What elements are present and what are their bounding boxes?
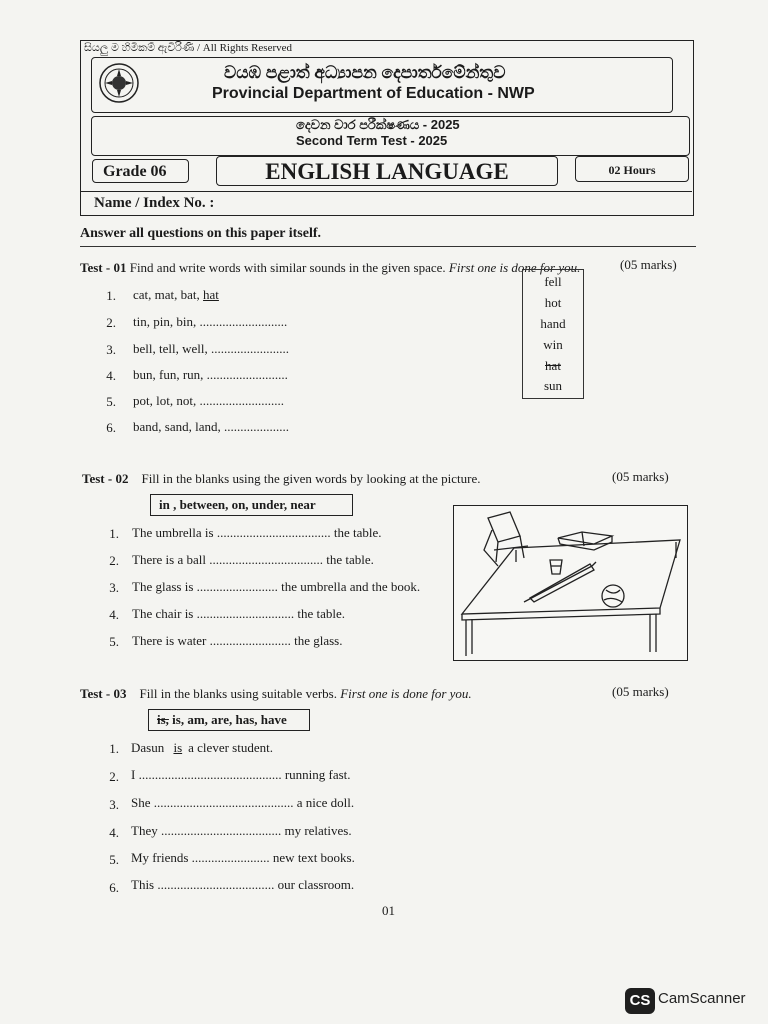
test3-q2: I ............................................ running fast. [131,767,351,782]
test3-q1: Dasun is a clever student. [131,740,273,755]
test2-q5-number: 5. [109,634,119,649]
word-item: fell [544,274,562,289]
test2-q3: The glass is ......................... the umbrella and the book. [132,579,421,594]
test2-q4: The chair is .............................. the table. [132,606,346,621]
word-item: hot [544,295,562,310]
test1-q1-number: 1. [106,288,116,303]
test2-q2-number: 2. [109,553,119,568]
test3-q6-number: 6. [109,880,119,895]
test1-q4-number: 4. [106,368,116,383]
test3-q6: This .................................... our classroom. [131,877,355,892]
test1-q2-number: 2. [106,315,116,330]
instruction-divider [80,246,696,247]
test3-q3: She ........................................... a nice doll. [131,795,355,810]
test2-q2: There is a ball ................................... the table. [132,552,374,567]
term-test-english: Second Term Test - 2025 [296,133,448,148]
test1-heading: Test - 01 Find and write words with similar sounds in the given space. First one is done for you. [80,260,581,275]
grade-label: Grade 06 [92,159,189,183]
struck-option: is, [157,712,169,727]
test1-q3-number: 3. [106,342,116,357]
name-divider [80,191,692,192]
test3-q1-number: 1. [109,741,119,756]
test2-q5: There is water ......................... the glass. [132,633,343,648]
test3-q3-number: 3. [109,797,119,812]
test1-q1: cat, mat, bat, hat [133,287,219,302]
test3-q5-number: 5. [109,852,119,867]
table-scene-illustration [454,506,687,660]
test2-word-options: in , between, on, under, near [150,494,353,516]
duration-label: 02 Hours [575,156,689,182]
test1-q2: tin, pin, bin, ........................... [133,314,288,329]
test1-q1-answer: hat [203,287,219,302]
emblem-icon [98,62,140,104]
test1-marks: (05 marks) [620,257,677,272]
term-test-sinhala: දෙවන වාර පරීක්ෂණය - 2025 [296,117,460,132]
test1-q3: bell, tell, well, ........................ [133,341,289,356]
page-number: 01 [382,903,395,918]
test3-q1-answer: is [173,740,183,755]
word-item: sun [543,378,563,393]
test1-q5-number: 5. [106,394,116,409]
word-item-struck: hat [545,358,561,373]
test3-marks: (05 marks) [612,684,669,699]
test1-q4: bun, fun, run, ......................... [133,367,288,382]
test3-word-options: is, is, am, are, has, have [148,709,310,731]
test3-q4-number: 4. [109,825,119,840]
test2-q3-number: 3. [109,580,119,595]
department-name-english: Provincial Department of Education - NWP [212,85,535,102]
test3-q2-number: 2. [109,769,119,784]
test2-heading: Test - 02 Fill in the blanks using the given words by looking at the picture. [82,471,481,486]
test1-word-box [522,269,584,399]
test1-q6-number: 6. [106,420,116,435]
test3-q5: My friends ........................ new text books. [131,850,355,865]
general-instruction: Answer all questions on this paper itself. [80,226,322,241]
word-item: hand [540,316,566,331]
subject-title: ENGLISH LANGUAGE [216,156,558,186]
test2-q4-number: 4. [109,607,119,622]
test2-q1: The umbrella is ................................... the table. [132,525,382,540]
rights-notice: සියලු ම හිමිකම් ඇවිරිණි / All Rights Reserved [84,42,293,54]
test1-q6: band, sand, land, .................... [133,419,289,434]
camscanner-logo-icon: CS [625,988,655,1014]
test1-q5: pot, lot, not, .......................... [133,393,284,408]
test2-marks: (05 marks) [612,469,669,484]
test3-heading: Test - 03 Fill in the blanks using suitable verbs. First one is done for you. [80,686,472,701]
word-item: win [543,337,563,352]
test2-q1-number: 1. [109,526,119,541]
test3-q4: They ..................................... my relatives. [131,823,352,838]
name-index-label: Name / Index No. : [94,195,215,211]
classroom-picture [453,505,688,661]
department-name-sinhala: වයඹ පළාත් අධ්‍යාපන දෙපාර්තමේන්තුව [224,63,506,82]
camscanner-watermark: CamScanner [658,990,746,1007]
